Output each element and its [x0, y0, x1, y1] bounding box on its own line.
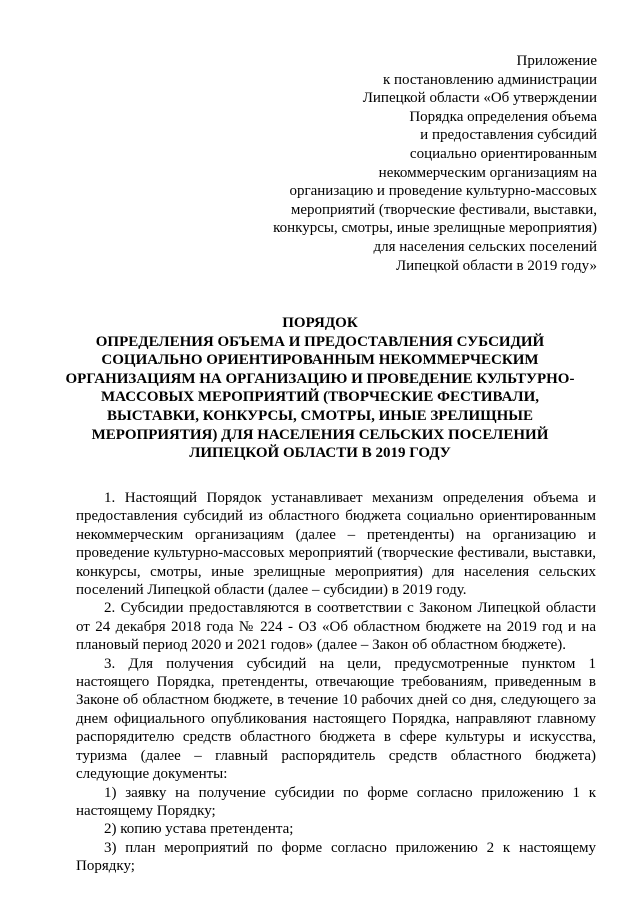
paragraph-3: 3. Для получения субсидий на цели, предусмотренные пунктом 1 настоящего Порядка, претенденты, отвечающие требованиям, приведенным в Законе об областном бюджете, в течение 10 рабочих дней со дня, следующего за днем официального опубликования настоящего Порядка, направляют главному распорядителю средств областного бюджета в сфере культуры и искусства, туризма (далее – главный распорядитель средств областного бюджета) следующие документы:: [76, 655, 596, 783]
list-item-3: 3) план мероприятий по форме согласно приложению 2 к настоящему Порядку;: [76, 839, 596, 875]
appendix-line: Порядка определения объема: [409, 108, 597, 125]
appendix-line: Приложение: [516, 53, 597, 69]
appendix-line: Липецкой области в 2019 году»: [395, 257, 597, 274]
title-line: ПОРЯДОК: [282, 315, 358, 331]
appendix-block: [237, 52, 597, 275]
title-line: ОПРЕДЕЛЕНИЯ ОБЪЕМА И ПРЕДОСТАВЛЕНИЯ СУБСИДИЙ: [95, 333, 545, 350]
appendix-line: и предоставления субсидий: [420, 127, 597, 144]
appendix-line: организацию и проведение культурно-массовых: [289, 183, 597, 200]
title-line: МАССОВЫХ МЕРОПРИЯТИЙ (ТВОРЧЕСКИЕ ФЕСТИВАЛИ,: [100, 389, 540, 406]
title-line: ВЫСТАВКИ, КОНКУРСЫ, СМОТРЫ, ИНЫЕ ЗРЕЛИЩНЫЕ: [106, 407, 533, 424]
title-line: МЕРОПРИЯТИЯ) ДЛЯ НАСЕЛЕНИЯ СЕЛЬСКИХ ПОСЕЛЕНИЙ: [91, 426, 549, 443]
list-item-1: 1) заявку на получение субсидии по форме согласно приложению 1 к настоящему Порядку;: [76, 784, 596, 819]
appendix-line: Липецкой области «Об утверждении: [362, 90, 597, 107]
title-line: ОРГАНИЗАЦИЯМ НА ОРГАНИЗАЦИЮ И ПРОВЕДЕНИЕ КУЛЬТУРНО-: [65, 370, 575, 387]
title-line: ЛИПЕЦКОЙ ОБЛАСТИ В 2019 ГОДУ: [189, 445, 451, 462]
appendix-line: социально ориентированным: [409, 145, 597, 162]
appendix-line: некоммерческим организациям на: [378, 164, 597, 181]
paragraph-1: 1. Настоящий Порядок устанавливает механизм определения объема и предоставления субсидий из областного бюджета социально ориентированным некоммерческим организациям (далее – претенденты) на организацию и проведение культурно-массовых мероприятий (творческие фестивали, выставки, конкурсы, смотры, иные зрелищные мероприятия) для населения сельских поселений Липецкой области (далее – субсидии) в 2019 году.: [76, 490, 596, 599]
appendix-line: для населения сельских поселений: [373, 238, 597, 255]
appendix-line: мероприятий (творческие фестивали, выставки,: [290, 201, 597, 218]
document-title: [60, 314, 580, 463]
document-body: [76, 489, 596, 876]
appendix-line: конкурсы, смотры, иные зрелищные мероприятия): [273, 220, 597, 237]
paragraph-2: 2. Субсидии предоставляются в соответствии с Законом Липецкой области от 24 декабря 2018 года № 224 - ОЗ «Об областном бюджете на 2019 год и на плановый период 2020 и 2021 годов» (далее – Закон об областном бюджете).: [76, 600, 596, 654]
list-item-2: 2) копию устава претендента;: [104, 821, 294, 838]
appendix-line: к постановлению администрации: [382, 71, 597, 88]
title-line: СОЦИАЛЬНО ОРИЕНТИРОВАННЫМ НЕКОММЕРЧЕСКИМ: [101, 352, 539, 369]
